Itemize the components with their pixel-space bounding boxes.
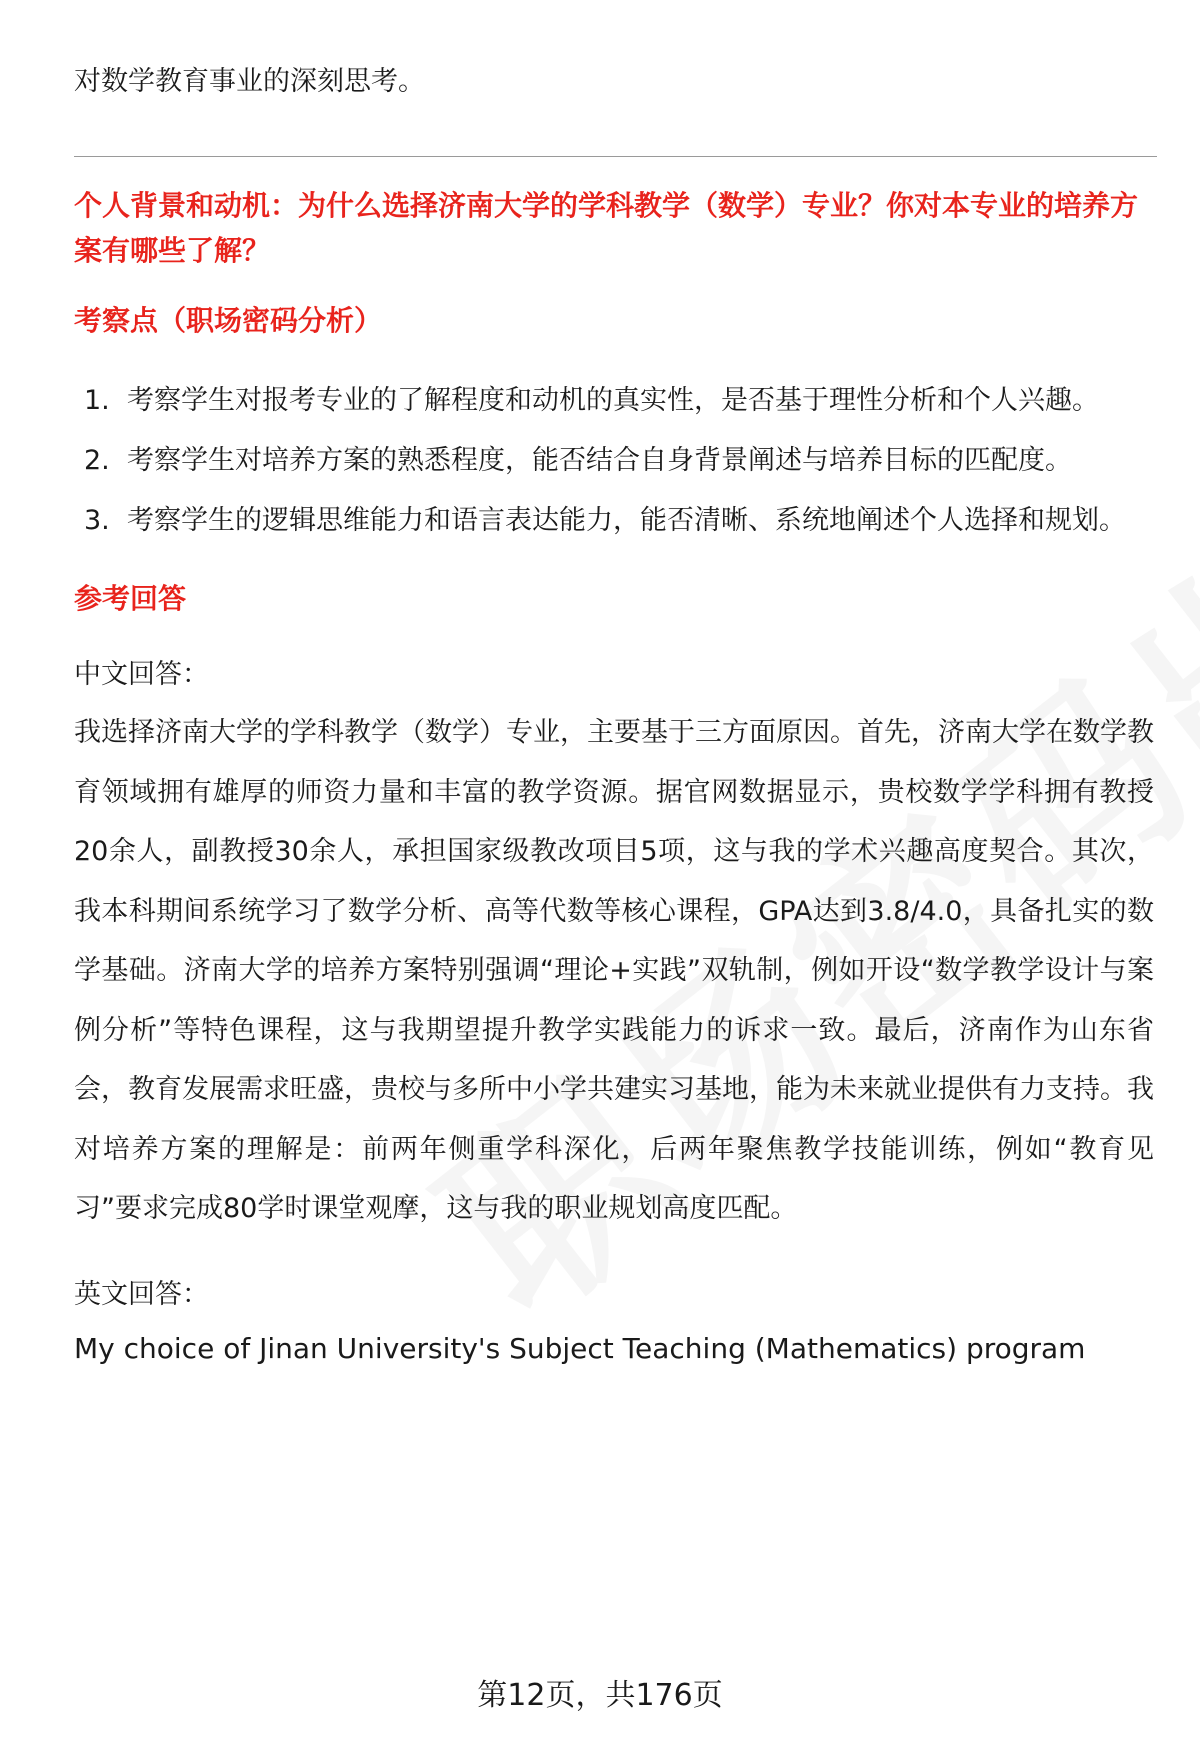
answer-heading: 参考回答 — [74, 582, 187, 615]
list-item-number: 2. — [84, 445, 110, 476]
english-answer-label: 英文回答： — [74, 1278, 209, 1310]
english-answer-text: My choice of Jinan University's Subject Teaching (Mathematics) program — [74, 1331, 1086, 1365]
list-item-number: 1. — [84, 385, 110, 416]
list-item — [74, 371, 1154, 431]
chinese-answer-text: 我选择济南大学的学科教学（数学）专业，主要基于三方面原因。首先，济南大学在数学教育领域拥有雄厚的师资力量和丰富的教学资源。据官网数据显示，贵校数学学科拥有教授20余人，副教授30余人，承担国家级教改项目5项，这与我的学术兴趣高度契合。其次，我本科期间系统学习了数学分析、高等代数等核心课程，GPA达到3.8/4.0，具备扎实的数学基础。济南大学的培养方案特别强调“理论+实践”双轨制，例如开设“数学教学设计与案例分析”等特色课程，这与我期望提升教学实践能力的诉求一致。最后，济南作为山东省会，教育发展需求旺盛，贵校与多所中小学共建实习基地，能为未来就业提供有力支持。我对培养方案的理解是：前两年侧重学科深化，后两年聚焦教学技能训练，例如“教育见习”要求完成80学时课堂观摩，这与我的职业规划高度匹配。 — [74, 717, 1154, 1224]
list-item-text: 考察学生对报考专业的了解程度和动机的真实性，是否基于理性分析和个人兴趣。 — [127, 385, 1099, 416]
list-item-number: 3. — [84, 505, 110, 536]
section-divider — [74, 156, 1157, 157]
list-item-text: 考察学生的逻辑思维能力和语言表达能力，能否清晰、系统地阐述个人选择和规划。 — [127, 505, 1126, 536]
assessment-heading: 考察点（职场密码分析） — [74, 304, 383, 337]
intro-line: 对数学教育事业的深刻思考。 — [74, 66, 425, 97]
list-item-text: 考察学生对培养方案的熟悉程度，能否结合自身背景阐述与培养目标的匹配度。 — [127, 445, 1072, 476]
question-title: 个人背景和动机：为什么选择济南大学的学科教学（数学）专业？你对本专业的培养方案有哪些了解？ — [74, 189, 1139, 267]
list-item — [74, 491, 1154, 551]
page-content — [74, 56, 1154, 1375]
list-item — [74, 431, 1154, 491]
page-footer: 第12页，共176页 — [477, 1678, 723, 1713]
chinese-answer-label: 中文回答： — [74, 659, 209, 690]
assessment-points-list — [74, 371, 1154, 551]
